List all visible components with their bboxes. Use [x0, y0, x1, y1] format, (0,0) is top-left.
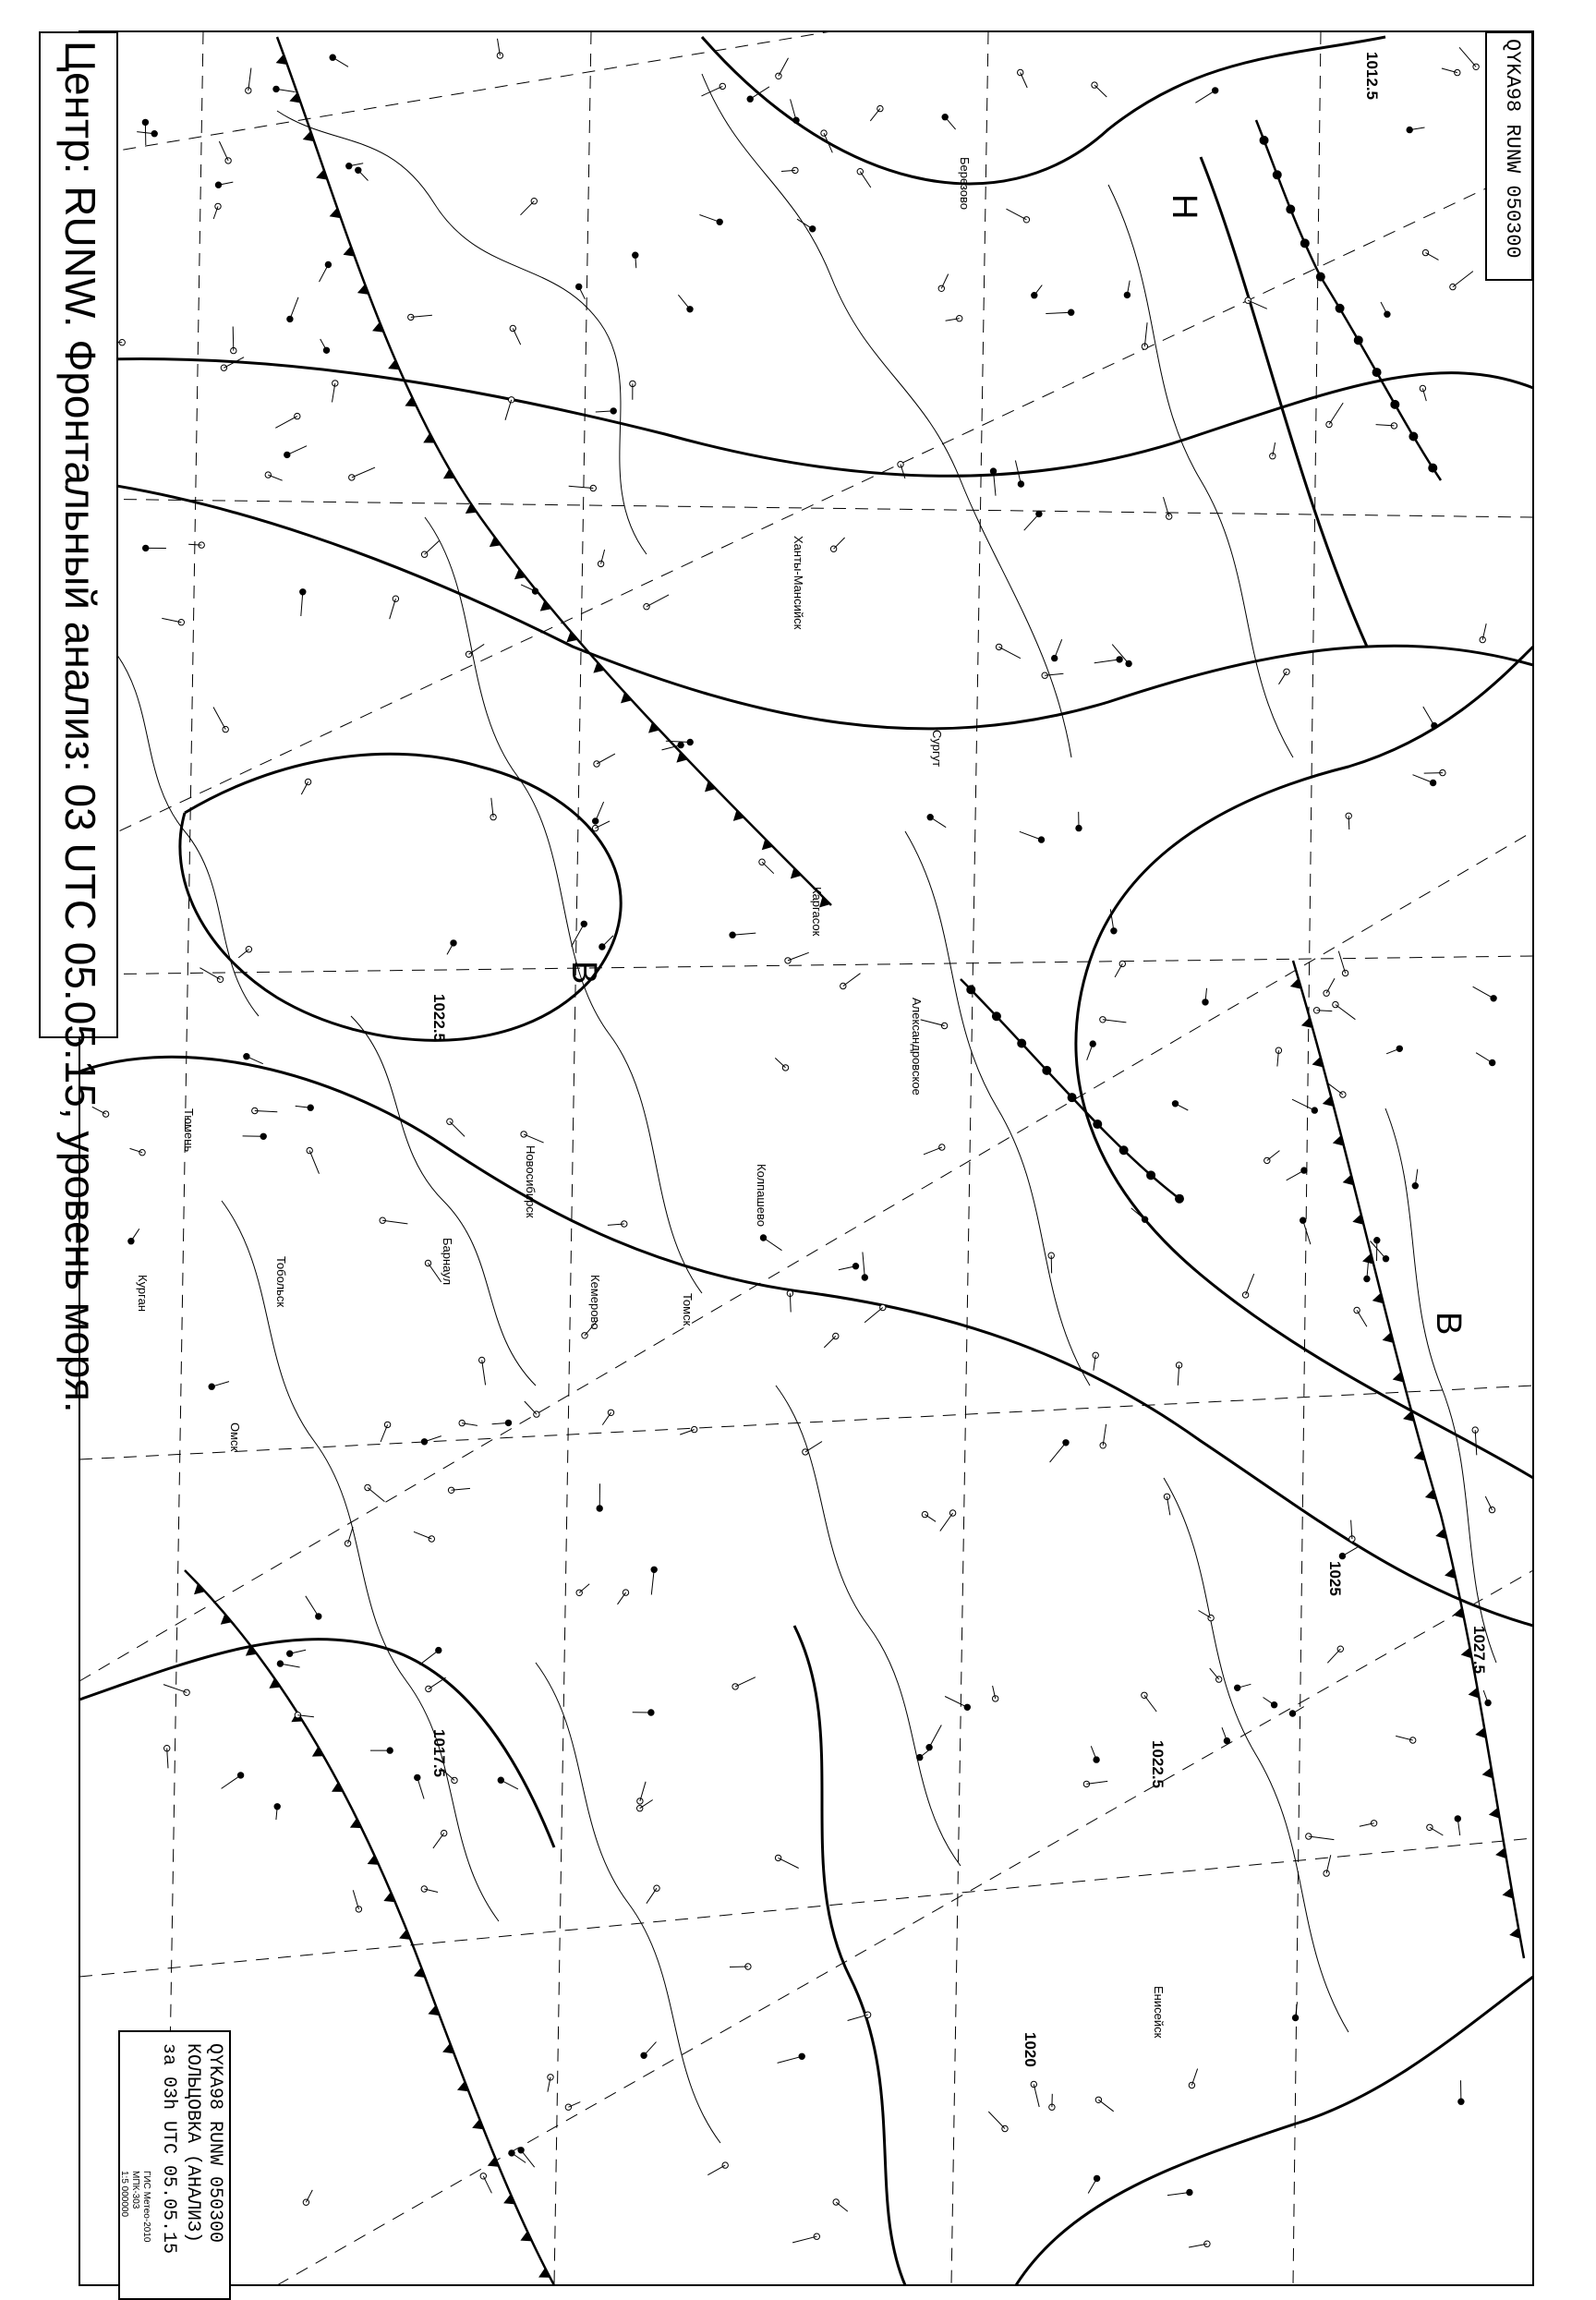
cold-front-triangle — [1503, 1888, 1514, 1899]
town-label: Каргасок — [810, 887, 824, 937]
low-center-label: Н — [1165, 194, 1203, 220]
wind-barb — [596, 802, 604, 821]
wind-barb — [602, 1412, 611, 1424]
wind-barb — [1034, 285, 1043, 296]
town-label: Новосибирск — [524, 1145, 538, 1218]
wind-barb — [1210, 1668, 1219, 1679]
legend-system: МПК-303 — [130, 2171, 140, 2209]
wind-barb — [1453, 272, 1473, 287]
wind-barb — [348, 1527, 354, 1543]
wind-barb — [1144, 1695, 1156, 1712]
wind-barb — [870, 109, 880, 121]
wind-barb — [483, 2176, 491, 2194]
wind-barb — [368, 1488, 384, 1502]
cold-front-line — [277, 37, 831, 905]
wind-barb — [1020, 831, 1042, 840]
isobar — [794, 1626, 905, 2285]
wind-barb — [762, 862, 774, 874]
wind-barb — [1055, 639, 1062, 658]
isobar — [79, 480, 1533, 729]
wind-barb — [640, 1782, 646, 1801]
station-circle — [1342, 970, 1348, 975]
station-circle — [1301, 1168, 1307, 1173]
wind-barb — [433, 1834, 444, 1848]
warm-front-semicircle — [1119, 1145, 1129, 1155]
wind-barb — [352, 467, 375, 478]
station-circle — [244, 1054, 249, 1059]
wind-barb — [1167, 2193, 1190, 2196]
town-labels — [136, 157, 1166, 2039]
wind-barb — [579, 1584, 589, 1593]
wind-barb — [1303, 1220, 1311, 1244]
wind-barb — [791, 99, 796, 120]
isobar-value-label: 1017.5 — [430, 1729, 448, 1777]
cold-front-triangle — [1495, 1847, 1506, 1858]
wind-barb — [779, 1858, 799, 1868]
station-circle — [303, 2199, 308, 2205]
station-circle — [345, 1541, 350, 1546]
station-circle — [576, 284, 582, 289]
wind-barb — [929, 1725, 941, 1748]
wind-barb — [864, 1308, 883, 1323]
town-label: Колпашево — [755, 1164, 768, 1228]
isobar-value-label: 1012.5 — [1363, 52, 1381, 100]
isobar-value-label: 1022.5 — [430, 994, 448, 1042]
high-center-label: В — [564, 961, 603, 985]
wind-barb — [702, 86, 723, 96]
station-circle — [1455, 69, 1460, 75]
wind-barb — [248, 68, 251, 91]
wind-barb — [1267, 1151, 1280, 1161]
warm-front-semicircle — [1017, 1039, 1026, 1048]
wind-barb — [521, 201, 535, 215]
wind-barb — [788, 952, 809, 961]
wind-barb — [268, 475, 282, 480]
town-label: Ханты-Мансийск — [792, 536, 805, 630]
wind-barb — [597, 754, 615, 764]
warm-front-semicircle — [966, 985, 975, 994]
wind-barb — [1164, 497, 1169, 516]
warm-front-semicircle — [1093, 1120, 1102, 1129]
wind-barb — [1329, 403, 1343, 424]
wind-barb — [1357, 1311, 1367, 1327]
station-circle — [1018, 481, 1023, 487]
wind-barb — [1473, 987, 1494, 999]
wind-barb — [1413, 775, 1433, 783]
wind-barb — [1007, 209, 1027, 220]
station-circle — [295, 413, 300, 418]
wind-barb — [381, 1424, 388, 1442]
wind-barb — [1098, 2100, 1113, 2112]
wind-barb — [306, 2190, 312, 2202]
warm-front-semicircle — [1042, 1066, 1051, 1075]
wind-barb — [1094, 660, 1119, 663]
wind-barb — [212, 1382, 229, 1387]
bulletin-code-box — [1485, 31, 1533, 281]
isobar-value-label: 1025 — [1326, 1561, 1344, 1596]
legend-software: ГИС Метео-2010 — [141, 2171, 151, 2243]
wind-barb — [513, 329, 520, 345]
wind-barb — [233, 327, 234, 351]
wind-barb — [1293, 1707, 1304, 1713]
town-label: Курган — [136, 1275, 150, 1313]
wind-barb — [1336, 1005, 1356, 1020]
warm-front-semicircle — [1409, 431, 1418, 441]
wind-barb — [131, 1229, 139, 1241]
station-circle — [1422, 249, 1428, 255]
bulletin-code: QYKA98 RUNW 050300 — [1501, 39, 1524, 259]
station-circle — [1208, 1615, 1214, 1620]
wind-barb — [1326, 978, 1335, 993]
wind-barb — [524, 1134, 544, 1143]
wind-barb — [1264, 1698, 1275, 1705]
station-circle — [1384, 311, 1390, 317]
wind-barb — [1423, 707, 1434, 726]
wind-barb — [320, 339, 327, 350]
warm-front-semicircle — [1316, 272, 1325, 282]
warm-front-semicircle — [1300, 238, 1310, 248]
wind-barb — [525, 1401, 537, 1414]
station-circle — [316, 1614, 321, 1619]
station-circle — [1430, 780, 1435, 785]
wind-barb — [501, 1780, 518, 1789]
station-circle — [1432, 722, 1437, 728]
cold-front-line — [1293, 961, 1524, 1958]
high-center-label: В — [1429, 1312, 1468, 1336]
legend-time: за 03h UTC 05.05.15 — [158, 2043, 179, 2255]
wind-barb — [1476, 1053, 1493, 1063]
isobars — [79, 37, 1533, 2285]
wind-barb — [644, 2042, 656, 2056]
town-label: Сургут — [930, 730, 944, 768]
wind-barb — [924, 1147, 942, 1155]
wind-barb — [482, 1361, 486, 1386]
wind-barb — [247, 1057, 263, 1064]
wind-barb — [860, 172, 871, 188]
wind-barb — [940, 1513, 953, 1531]
wind-barb — [647, 595, 669, 607]
wind-barb — [1195, 91, 1215, 103]
station-circle — [732, 1684, 738, 1689]
wind-barb — [382, 1220, 407, 1224]
wind-barb — [1021, 73, 1028, 89]
wind-barb — [419, 1651, 439, 1665]
wind-barb — [417, 1777, 424, 1798]
warm-front-semicircle — [1260, 136, 1269, 145]
wind-barb — [301, 592, 303, 616]
station-circle — [1485, 1700, 1491, 1705]
wind-barb — [429, 1264, 441, 1282]
wind-barb — [572, 924, 585, 946]
wind-barb — [1246, 1274, 1254, 1295]
isobar — [1076, 647, 1533, 1478]
station-circle — [1271, 1702, 1276, 1708]
wind-barb — [735, 1677, 756, 1687]
wind-barb — [1430, 1827, 1444, 1835]
legend-scale: 1:5 000000 — [119, 2171, 129, 2218]
wind-barb — [425, 540, 441, 554]
town-label: Тобольск — [274, 1256, 288, 1308]
town-label: Кемерово — [588, 1275, 602, 1330]
warm-front-semicircle — [1068, 1093, 1077, 1102]
station-circle — [466, 651, 471, 657]
warm-front-semicircle — [1175, 1194, 1184, 1204]
wind-barb — [792, 2236, 816, 2243]
wind-barb — [275, 417, 297, 429]
wind-barb — [834, 538, 845, 549]
station-circle — [785, 958, 791, 963]
cold-front-triangle — [1475, 1727, 1486, 1738]
wind-barb — [1475, 1430, 1477, 1455]
isobar-value-label: 1020 — [1022, 2032, 1039, 2067]
chart-title: Центр: RUNW. Фронтальный анализ: 03 UTC 05.05.15, уровень моря. — [56, 41, 104, 1413]
wind-barb — [848, 2015, 868, 2020]
station-circle — [1489, 1507, 1494, 1512]
warm-front-semicircle — [1372, 368, 1382, 377]
wind-barb — [447, 943, 453, 955]
wind-barb — [521, 2150, 535, 2167]
isobar — [1016, 1977, 1533, 2285]
wind-barb — [647, 1888, 657, 1904]
station-circle — [1094, 1757, 1099, 1762]
wind-barb — [1094, 85, 1106, 97]
warm-front-semicircle — [1273, 170, 1282, 179]
wind-barb — [200, 968, 220, 980]
map-frame — [79, 31, 1533, 2285]
warm-front-semicircle — [992, 1011, 1001, 1021]
wind-barb — [1426, 253, 1439, 260]
wind-barb — [287, 446, 307, 455]
wind-barb — [306, 1596, 319, 1616]
station-circle — [1312, 1108, 1317, 1113]
station-circle — [1023, 217, 1029, 223]
wind-barb — [1348, 816, 1349, 829]
warm-front-semicircle — [1286, 205, 1295, 214]
town-label: Енисейск — [1152, 1986, 1166, 2039]
wind-barb — [579, 286, 586, 298]
station-circle — [949, 1510, 955, 1516]
wind-barb — [1050, 1443, 1066, 1462]
wind-barb — [930, 817, 946, 828]
wind-barb — [1191, 2069, 1197, 2086]
wind-barb — [1327, 1649, 1340, 1663]
wind-barb — [219, 141, 228, 161]
legend-box — [118, 2030, 231, 2300]
fronts — [185, 37, 1524, 2285]
isobar — [1201, 157, 1367, 647]
wind-barb — [732, 933, 756, 935]
wind-barb — [450, 1121, 465, 1136]
wind-barb — [301, 782, 308, 795]
wind-barb — [618, 1592, 626, 1604]
wind-barb — [764, 1238, 782, 1251]
warm-front-semicircle — [1146, 1170, 1155, 1180]
station-circle — [426, 1686, 431, 1691]
wind-barb — [945, 1697, 967, 1708]
chart-title-box — [39, 31, 118, 1413]
wind-barb — [1024, 514, 1039, 530]
warm-front-line — [1256, 120, 1441, 480]
cold-front-line — [185, 1570, 554, 2285]
wind-barb — [836, 2202, 848, 2211]
town-label: Александровское — [910, 998, 924, 1096]
wind-barb — [238, 950, 248, 958]
wind-barb — [941, 274, 948, 289]
wind-barb — [1309, 1836, 1335, 1840]
wind-barb — [512, 2153, 526, 2163]
town-label: Тюмень — [182, 1108, 196, 1153]
wind-barb — [213, 708, 225, 730]
cold-front-triangle — [1482, 1768, 1493, 1779]
town-label: Омск — [228, 1422, 242, 1452]
cold-front-triangle — [1489, 1808, 1500, 1819]
wind-barb — [358, 170, 369, 180]
wind-barb — [280, 1664, 299, 1667]
station-circle — [803, 1449, 808, 1455]
town-label: Березово — [958, 157, 972, 210]
wind-barb — [1103, 1424, 1106, 1446]
wind-barb — [569, 486, 594, 488]
wind-barb — [1424, 773, 1443, 774]
isobar — [702, 37, 1385, 184]
wind-barb — [945, 117, 955, 129]
wind-barb — [1292, 1099, 1314, 1110]
wind-barb — [775, 1058, 785, 1068]
wind-barb — [505, 400, 512, 420]
isobar-value-label: 1022.5 — [1149, 1740, 1167, 1788]
wind-barb — [1381, 302, 1387, 314]
wind-barb — [255, 1111, 278, 1112]
wind-barb — [414, 1531, 431, 1539]
wind-barb — [678, 295, 690, 309]
wind-barb — [863, 1253, 864, 1278]
wind-barb — [1459, 47, 1476, 67]
town-label: Томск — [681, 1293, 695, 1326]
wind-barb — [320, 265, 329, 283]
wind-barb — [805, 1442, 822, 1452]
town-label: Барнаул — [441, 1238, 454, 1286]
wind-barb — [353, 1890, 358, 1909]
wind-barb — [1176, 1104, 1189, 1110]
wind-barb — [1279, 672, 1288, 684]
station-circle — [1242, 1292, 1248, 1298]
wind-barb — [309, 1151, 319, 1174]
front-marks — [194, 54, 1520, 2278]
station-circle — [1224, 1737, 1229, 1743]
isobar — [79, 1057, 1533, 1626]
wind-barb — [162, 618, 181, 622]
wind-barb — [651, 1569, 654, 1594]
wind-barb — [1485, 1496, 1492, 1510]
isobar-value-label: 1027.5 — [1470, 1626, 1488, 1674]
wind-barb — [1338, 951, 1345, 974]
wind-barb — [1342, 1547, 1357, 1556]
wind-barb — [779, 58, 789, 77]
warm-front-semicircle — [1428, 464, 1437, 473]
station-circle — [1324, 1870, 1329, 1876]
wind-barb — [222, 1775, 241, 1789]
wind-barb — [1144, 322, 1147, 346]
wind-barb — [843, 974, 861, 987]
warm-front-semicircle — [1354, 335, 1363, 345]
wind-barb — [988, 2112, 1005, 2129]
wind-barb — [1086, 1781, 1107, 1784]
occluded-front-line — [961, 979, 1182, 1201]
wind-barb — [429, 1677, 446, 1689]
station-circle — [637, 1798, 643, 1804]
wind-barb — [390, 599, 396, 619]
wind-barb — [778, 2056, 803, 2063]
geography-lines — [111, 74, 1496, 2143]
wind-barb — [163, 1685, 187, 1693]
wind-barb — [1088, 2178, 1096, 2193]
wind-barb — [1087, 1044, 1094, 1060]
wind-barb — [999, 647, 1021, 658]
wind-barb — [1115, 963, 1122, 977]
wind-barb — [332, 57, 348, 67]
station-circle — [1491, 996, 1496, 1001]
station-circle — [1094, 2175, 1099, 2181]
wind-barb — [824, 1337, 836, 1348]
graticule — [79, 31, 1533, 2285]
warm-front-semicircle — [1390, 400, 1399, 409]
wind-barb — [290, 297, 298, 320]
wind-barb — [925, 1515, 936, 1522]
legend-type: КОЛЬЦОВКА (АНАЛИЗ) — [182, 2043, 203, 2244]
warm-front-semicircle — [1336, 304, 1345, 313]
legend-code: QYKA98 RUNW 050300 — [204, 2043, 225, 2244]
wind-barb — [1034, 2085, 1039, 2108]
station-plots — [92, 39, 1506, 2247]
wind-barb — [699, 215, 719, 223]
wind-barb — [797, 219, 813, 229]
wind-barb — [1046, 312, 1070, 313]
wind-barb — [1287, 1170, 1304, 1180]
wind-barb — [1103, 1020, 1127, 1023]
wind-barb — [707, 2165, 725, 2175]
